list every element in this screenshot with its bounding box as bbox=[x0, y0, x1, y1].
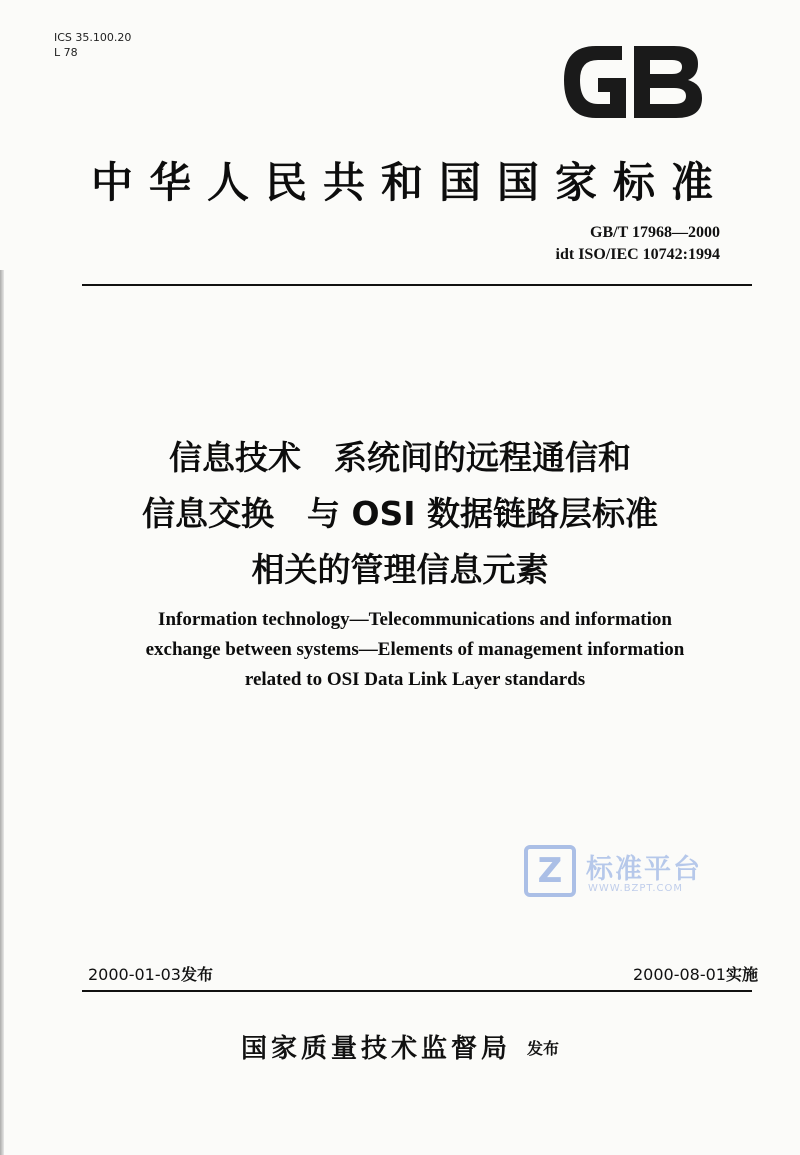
standard-number: GB/T 17968—2000 bbox=[590, 224, 720, 241]
top-divider bbox=[82, 284, 752, 286]
publisher-action: 发布 bbox=[527, 1039, 560, 1058]
classification-code: L 78 bbox=[54, 46, 78, 59]
gb-logo-text: GB bbox=[631, 122, 633, 123]
watermark-name: 标准平台 bbox=[586, 854, 702, 885]
implementation-date-block bbox=[560, 962, 758, 985]
issue-date: 2000-01-03 bbox=[88, 965, 181, 984]
implementation-date: 2000-08-01 bbox=[633, 965, 726, 984]
gb-logo bbox=[556, 40, 706, 124]
english-title bbox=[0, 605, 800, 695]
classification-codes bbox=[54, 30, 131, 60]
english-title-line-3: related to OSI Data Link Layer standards bbox=[244, 669, 586, 690]
issue-date-label: 发布 bbox=[180, 965, 213, 984]
english-title-line-1: Information technology—Telecommunications and information bbox=[158, 609, 672, 630]
ics-code: ICS 35.100.20 bbox=[54, 31, 132, 44]
watermark-logo-icon: Z bbox=[524, 845, 576, 897]
standard-number-block bbox=[500, 222, 720, 266]
issue-date-block bbox=[88, 962, 213, 985]
english-title-line-2: exchange between systems—Elements of management information bbox=[145, 639, 685, 660]
implementation-date-label: 实施 bbox=[725, 965, 758, 984]
chinese-title-line-1: 信息技术 系统间的远程通信和 bbox=[169, 438, 631, 477]
watermark-url: WWW.BZPT.COM bbox=[588, 883, 684, 894]
bottom-divider bbox=[82, 990, 752, 992]
scan-edge-shadow bbox=[0, 270, 4, 1155]
bzpt-watermark bbox=[524, 845, 734, 907]
publisher-organization: 国家质量技术监督局 bbox=[240, 1034, 511, 1064]
publisher-line bbox=[0, 1028, 800, 1065]
national-standard-title: 中华人民共和国国家标准 bbox=[90, 158, 729, 207]
chinese-title-line-3: 相关的管理信息元素 bbox=[251, 550, 549, 589]
chinese-title bbox=[0, 430, 800, 598]
identical-standard: idt ISO/IEC 10742:1994 bbox=[555, 246, 720, 263]
chinese-title-line-2: 信息交换 与 OSI 数据链路层标准 bbox=[141, 494, 659, 533]
